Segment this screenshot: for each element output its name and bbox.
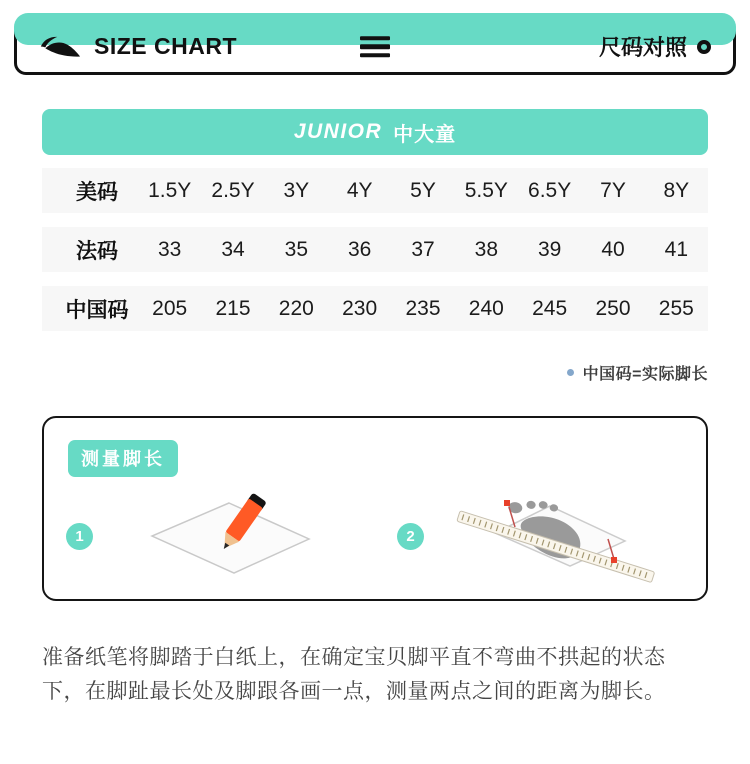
size-cell: 245 [532,296,568,320]
header-right-group [599,31,711,62]
step-number-badge: 2 [397,523,424,550]
size-cell: 1.5Y [148,178,192,202]
size-cell: 39 [537,237,562,261]
table-note [42,361,708,384]
teal-ring-circle-icon [697,40,711,54]
size-cell: 6.5Y [528,178,572,202]
size-cell: 255 [658,296,694,320]
size-cell: 8Y [663,178,690,202]
note-text: 中国码=实际脚长 [582,366,708,383]
row-label: 法码 [76,239,118,263]
hamburger-menu-icon[interactable] [360,36,390,58]
row-label: 美码 [76,180,118,204]
size-cell: 35 [284,237,308,261]
size-cell: 205 [152,296,188,320]
paper-and-crayon-icon [114,481,354,591]
instructions-text: 准备纸笔将脚踏于白纸上，在确定宝贝脚平直不弯曲不拱起的状态下，在脚趾最长处及脚跟各画一点，测量两点之间的距离为脚长。 [42,646,666,703]
size-cell: 3Y [283,178,310,202]
measure-step-2 [375,481,706,591]
measure-steps [44,481,706,591]
size-cell: 5.5Y [464,178,508,202]
size-cell: 41 [664,237,688,261]
size-cell: 34 [221,237,245,261]
header-box [14,18,736,75]
table-row-fr [42,227,708,272]
table-row-us [42,168,708,213]
step-number-badge: 1 [66,523,93,550]
table-row-cn [42,286,708,331]
hamburger-bar [360,44,390,49]
junior-banner [42,109,708,155]
size-cell: 7Y [600,178,626,202]
hamburger-bar [360,36,390,41]
step-2-illustration [424,481,706,591]
measure-step-1 [44,481,375,591]
row-label: 中国码 [65,298,129,322]
blue-dot-icon [567,369,574,376]
size-cell: 37 [411,237,435,261]
size-compare-label: 尺码对照 [598,35,687,60]
banner-title-cn: 中大童 [393,123,457,146]
step-1-illustration [93,481,375,591]
hamburger-bar [360,53,390,58]
size-chart-page [0,18,750,709]
anta-logo-icon [39,34,81,59]
size-cell: 38 [474,237,498,261]
size-cell: 220 [278,296,314,320]
page-title: SIZE CHART [94,33,237,59]
footprint-and-ruler-icon [445,481,685,591]
measure-foot-box [42,416,708,601]
banner-title-en: JUNIOR [293,120,383,143]
size-cell: 4Y [346,178,373,202]
size-cell: 5Y [410,178,436,202]
measure-box-label: 测量脚长 [68,440,178,477]
size-cell: 40 [601,237,625,261]
size-table [42,168,708,331]
size-cell: 36 [347,237,372,261]
size-cell: 215 [215,296,251,320]
size-cell: 250 [595,296,631,320]
size-cell: 230 [342,296,378,320]
size-cell: 240 [468,296,504,320]
size-cell: 2.5Y [211,178,255,202]
size-cell: 33 [157,237,182,261]
header-bar [14,18,736,75]
size-cell: 235 [405,296,441,320]
